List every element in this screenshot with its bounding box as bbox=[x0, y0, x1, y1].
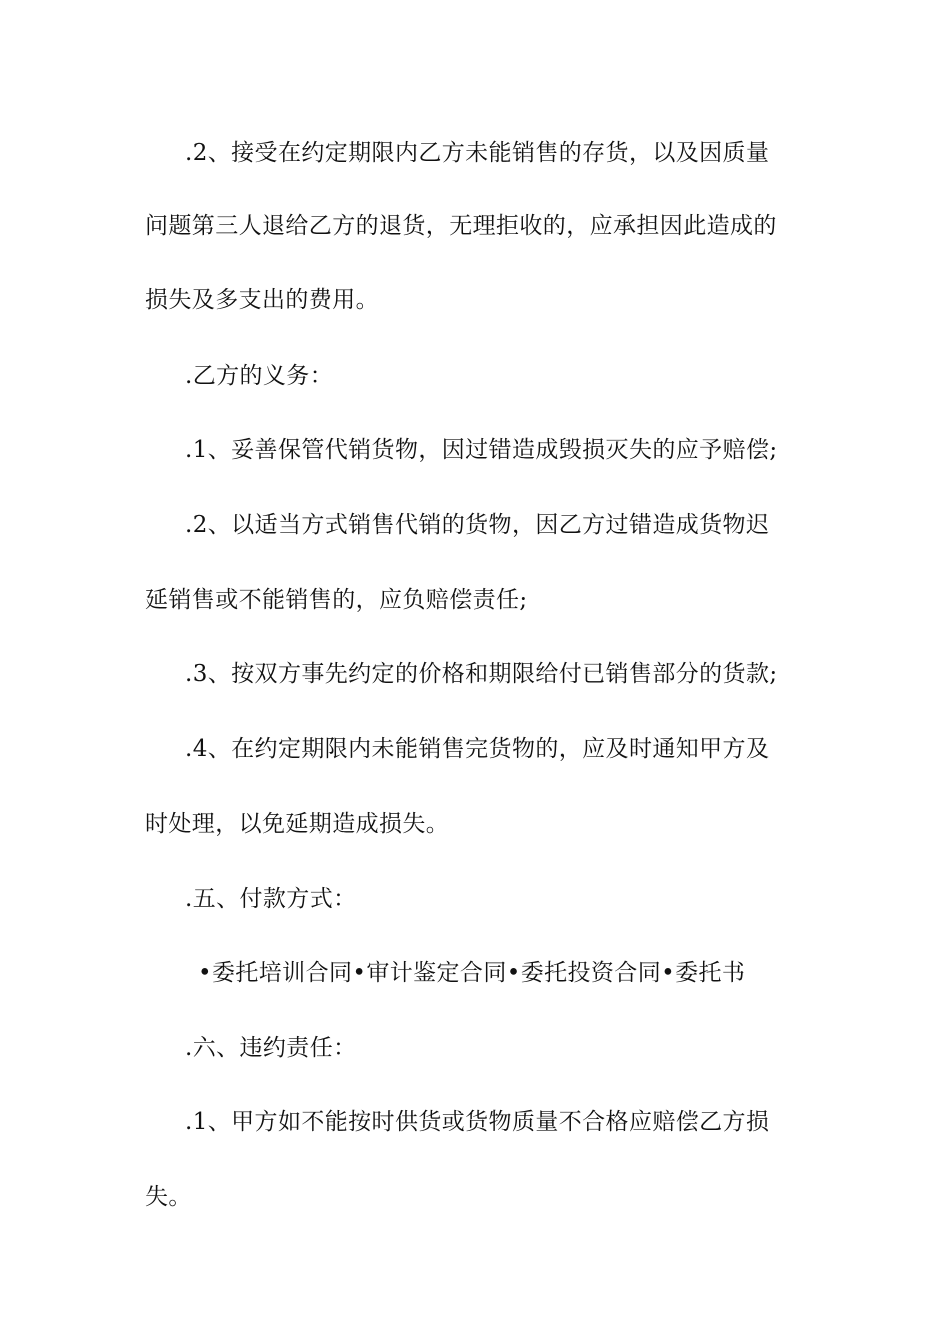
paragraph-line: .3、按双方事先约定的价格和期限给付已销售部分的货款; bbox=[185, 661, 778, 687]
related-links-line: •委托培训合同•审计鉴定合同•委托投资合同•委托书 bbox=[198, 960, 746, 986]
paragraph-line: .2、接受在约定期限内乙方未能销售的存货，以及因质量 bbox=[185, 140, 770, 166]
paragraph-line: 损失及多支出的费用。 bbox=[145, 287, 379, 313]
section-heading: .六、违约责任： bbox=[185, 1035, 357, 1061]
paragraph-line: 问题第三人退给乙方的退货，无理拒收的，应承担因此造成的 bbox=[145, 213, 777, 239]
paragraph-line: .1、甲方如不能按时供货或货物质量不合格应赔偿乙方损 bbox=[185, 1109, 770, 1135]
paragraph-line: 延销售或不能销售的，应负赔偿责任; bbox=[145, 587, 528, 613]
section-heading: .五、付款方式： bbox=[185, 886, 357, 912]
paragraph-line: .4、在约定期限内未能销售完货物的，应及时通知甲方及 bbox=[185, 736, 770, 762]
section-heading: .乙方的义务： bbox=[185, 363, 334, 389]
paragraph-line: 时处理，以免延期造成损失。 bbox=[145, 811, 450, 837]
paragraph-line: .1、妥善保管代销货物，因过错造成毁损灭失的应予赔偿; bbox=[185, 437, 778, 463]
paragraph-line: .2、以适当方式销售代销的货物，因乙方过错造成货物迟 bbox=[185, 512, 770, 538]
paragraph-line: 失。 bbox=[145, 1184, 192, 1210]
